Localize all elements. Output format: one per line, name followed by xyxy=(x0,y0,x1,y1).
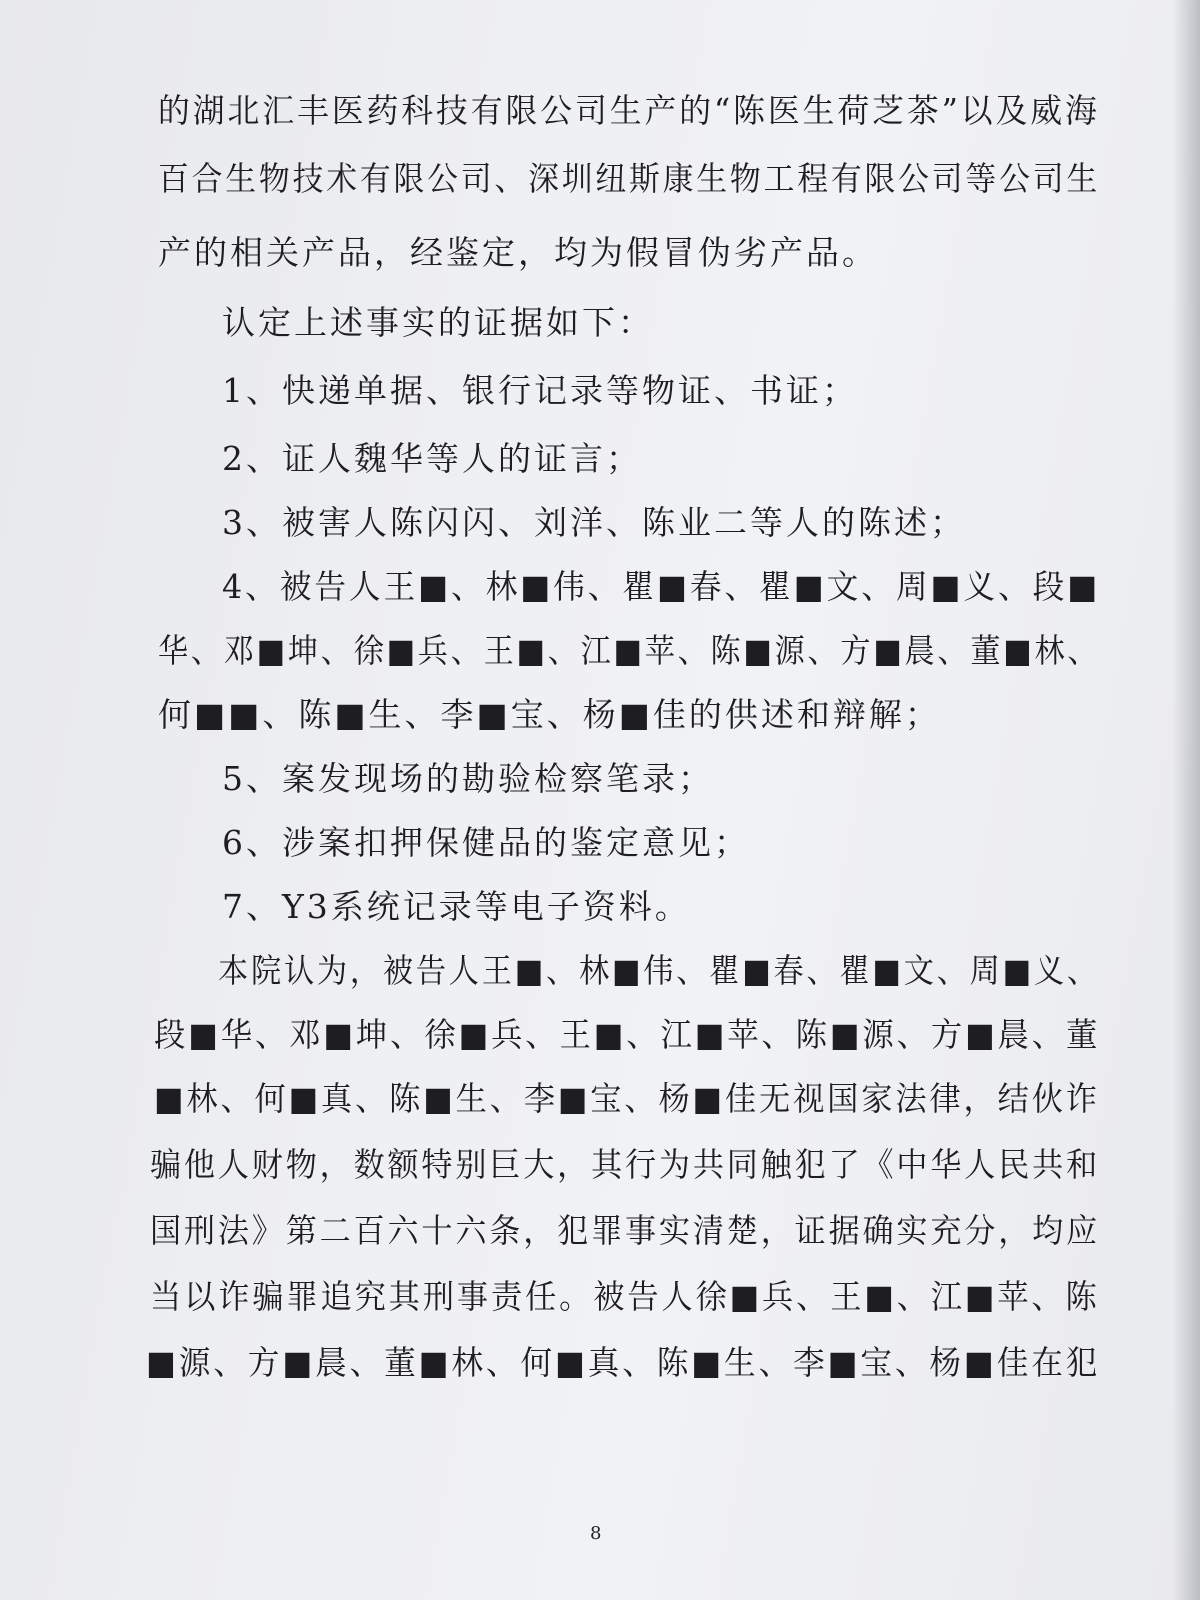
text-line: 认定上述事实的证据如下： xyxy=(222,303,654,342)
page-edge-shadow xyxy=(1172,0,1200,1600)
text-line: 7、Y3系统记录等电子资料。 xyxy=(222,887,691,926)
text-line: 本院认为，被告人王■、林■伟、瞿■春、瞿■文、周■义、 xyxy=(218,951,1100,990)
text-line: 1、快递单据、银行记录等物证、书证； xyxy=(222,371,858,410)
text-line: 段■华、邓■坤、徐■兵、王■、江■苹、陈■源、方■晨、董 xyxy=(154,1015,1101,1054)
text-line: 华、邓■坤、徐■兵、王■、江■苹、陈■源、方■晨、董■林、 xyxy=(158,631,1101,670)
text-line: 3、被害人陈闪闪、刘洋、陈业二等人的陈述； xyxy=(222,503,966,542)
text-line: 5、案发现场的勘验检察笔录； xyxy=(222,759,714,798)
page-number: 8 xyxy=(590,1523,602,1544)
text-line: 何■■、陈■生、李■宝、杨■佳的供述和辩解； xyxy=(158,695,941,734)
text-line: 产的相关产品，经鉴定，均为假冒伪劣产品。 xyxy=(158,233,878,272)
text-line: 国刑法》第二百六十六条，犯罪事实清楚，证据确实充分，均应 xyxy=(150,1211,1100,1250)
text-line: 2、证人魏华等人的证言； xyxy=(222,439,642,478)
text-line: 6、涉案扣押保健品的鉴定意见； xyxy=(222,823,750,862)
text-line: 的湖北汇丰医药科技有限公司生产的“陈医生荷芝茶”以及威海 xyxy=(158,91,1100,130)
text-line: 百合生物技术有限公司、深圳纽斯康生物工程有限公司等公司生 xyxy=(158,159,1100,198)
text-line: 4、被告人王■、林■伟、瞿■春、瞿■文、周■义、段■ xyxy=(222,567,1101,606)
text-line: ■林、何■真、陈■生、李■宝、杨■佳无视国家法律，结伙诈 xyxy=(154,1079,1100,1118)
text-line: 当以诈骗罪追究其刑事责任。被告人徐■兵、王■、江■苹、陈 xyxy=(150,1277,1100,1316)
text-line: 骗他人财物，数额特别巨大，其行为共同触犯了《中华人民共和 xyxy=(150,1145,1100,1184)
text-line: ■源、方■晨、董■林、何■真、陈■生、李■宝、杨■佳在犯 xyxy=(146,1343,1101,1382)
